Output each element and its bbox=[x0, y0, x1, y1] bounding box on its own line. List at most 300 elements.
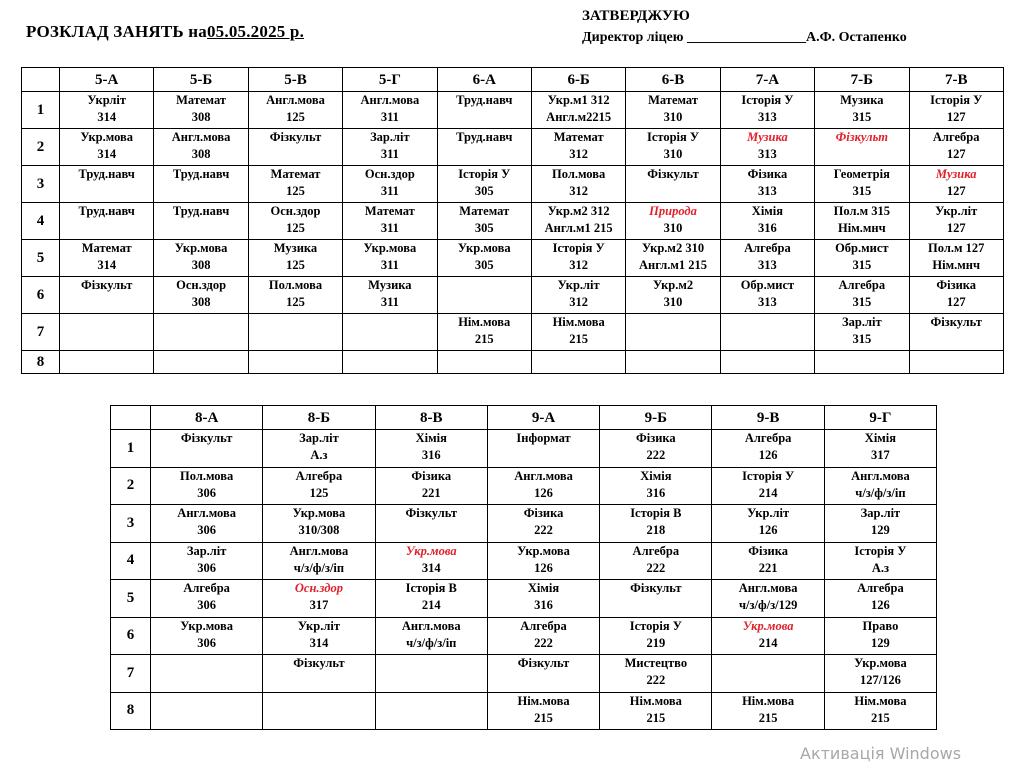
room-number: 315 bbox=[852, 110, 872, 124]
room-number: 312 bbox=[569, 295, 589, 309]
subject-name: Фізкульт bbox=[835, 130, 888, 144]
lesson-cell bbox=[263, 617, 375, 655]
subject-name: Фізкульт bbox=[293, 656, 345, 670]
schedule-table-grades-5-7 bbox=[21, 67, 1004, 374]
subject-name: Фізика bbox=[748, 543, 788, 558]
room-number: 314 bbox=[97, 258, 117, 272]
lesson-cell bbox=[437, 203, 531, 240]
subject-name: Математ bbox=[553, 130, 604, 144]
room-number: 305 bbox=[474, 258, 494, 272]
subject-name: Труд.навч bbox=[78, 167, 135, 181]
room-number: А.з bbox=[871, 560, 890, 575]
subject-name: Алгебра bbox=[520, 618, 567, 633]
room-number: 310 bbox=[663, 221, 683, 235]
lesson-number: 7 bbox=[111, 655, 151, 693]
lesson-cell bbox=[375, 430, 487, 468]
room-number: 310 bbox=[663, 147, 683, 161]
windows-activation-watermark: Активація Windows bbox=[800, 744, 962, 763]
subject-name: Зар.літ bbox=[860, 506, 901, 520]
lesson-cell bbox=[60, 203, 154, 240]
lesson-cell bbox=[712, 430, 824, 468]
subject-name: Зар.літ bbox=[370, 130, 410, 144]
lesson-cell bbox=[909, 92, 1003, 129]
subject-name: Укр.мова bbox=[517, 543, 570, 558]
table-header-row bbox=[22, 68, 1004, 92]
class-header: 5-Б bbox=[154, 68, 248, 92]
lesson-cell bbox=[626, 240, 720, 277]
lesson-cell bbox=[375, 542, 487, 580]
lesson-cell bbox=[712, 580, 824, 618]
subject-name: Нім.мова bbox=[742, 693, 795, 708]
lesson-cell bbox=[909, 351, 1003, 374]
subject-name: Англ.мова bbox=[514, 468, 573, 483]
table-row bbox=[111, 655, 937, 693]
subject-name: Математ bbox=[176, 93, 227, 107]
room-number: 311 bbox=[380, 295, 399, 309]
room-number: 313 bbox=[758, 110, 777, 124]
subject-name: Історія У bbox=[741, 93, 794, 107]
room-number: 315 bbox=[852, 184, 872, 198]
subject-name: Фізкульт bbox=[630, 581, 682, 595]
lesson-cell bbox=[248, 314, 342, 351]
lesson-cell bbox=[437, 314, 531, 351]
room-number: 315 bbox=[852, 295, 872, 309]
class-header: 9-В bbox=[712, 406, 824, 430]
lesson-cell bbox=[248, 351, 342, 374]
lesson-cell bbox=[824, 692, 936, 730]
lesson-cell bbox=[600, 430, 712, 468]
room-number: 313 bbox=[758, 295, 777, 309]
subject-name: Історія У bbox=[629, 618, 682, 633]
subject-name: Обр.мист bbox=[740, 278, 795, 292]
schedule-date: 05.05.2025 р. bbox=[206, 22, 305, 41]
lesson-cell bbox=[263, 505, 375, 543]
subject-name: Укр.мова bbox=[292, 506, 346, 520]
room-number: ч/з/ф/з/іп bbox=[855, 485, 906, 500]
room-number: 215 bbox=[646, 710, 666, 725]
lesson-cell bbox=[437, 277, 531, 314]
room-number: 219 bbox=[646, 635, 666, 650]
lesson-cell bbox=[720, 277, 814, 314]
subject-name: Музика bbox=[273, 241, 318, 255]
lesson-cell bbox=[824, 467, 936, 505]
room-number: 218 bbox=[646, 523, 666, 537]
lesson-cell bbox=[375, 655, 487, 693]
room-number: Нім.мнч bbox=[838, 221, 886, 235]
room-number: 314 bbox=[97, 110, 117, 124]
lesson-cell bbox=[815, 203, 909, 240]
room-number: 311 bbox=[380, 110, 399, 124]
lesson-cell bbox=[600, 692, 712, 730]
subject-name: Англ.мова bbox=[177, 506, 236, 520]
schedule-table-grades-8-9 bbox=[110, 405, 937, 730]
lesson-cell bbox=[263, 692, 375, 730]
room-number: 222 bbox=[646, 560, 666, 575]
subject-name: Музика bbox=[368, 278, 412, 292]
room-number: 312 bbox=[569, 184, 589, 198]
room-number: 125 bbox=[286, 258, 305, 272]
lesson-cell bbox=[437, 92, 531, 129]
approval-signature-line: Директор ліцею _________________А.Ф. Остапенко bbox=[582, 30, 907, 45]
lesson-cell bbox=[712, 617, 824, 655]
lesson-cell bbox=[600, 617, 712, 655]
approval-heading: ЗАТВЕРДЖУЮ bbox=[582, 8, 690, 24]
subject-name: Англ.мова bbox=[738, 581, 798, 595]
subject-name: Геометрія bbox=[833, 167, 890, 181]
subject-name: Англ.мова bbox=[401, 618, 461, 633]
room-number: 125 bbox=[309, 485, 329, 500]
subject-name: Укр.мова bbox=[854, 656, 907, 670]
room-number: 222 bbox=[646, 448, 666, 462]
lesson-cell bbox=[60, 92, 154, 129]
subject-name: Історія У bbox=[552, 241, 605, 255]
lesson-cell bbox=[600, 655, 712, 693]
lesson-cell bbox=[815, 166, 909, 203]
lesson-cell bbox=[720, 166, 814, 203]
room-number: 310/308 bbox=[298, 523, 340, 537]
lesson-cell bbox=[375, 580, 487, 618]
table-row bbox=[22, 351, 1004, 374]
lesson-cell bbox=[720, 92, 814, 129]
room-number: 313 bbox=[758, 258, 777, 272]
lesson-cell bbox=[487, 467, 599, 505]
table-row bbox=[111, 542, 937, 580]
room-number: 306 bbox=[197, 523, 217, 537]
class-header: 9-Б bbox=[600, 406, 712, 430]
room-number: 126 bbox=[758, 448, 778, 462]
lesson-cell bbox=[437, 129, 531, 166]
lesson-cell bbox=[815, 240, 909, 277]
lesson-cell bbox=[60, 277, 154, 314]
lesson-cell bbox=[151, 467, 263, 505]
lesson-number: 3 bbox=[111, 505, 151, 543]
lesson-number: 8 bbox=[22, 351, 60, 374]
room-number: 310 bbox=[663, 295, 683, 309]
lesson-cell bbox=[531, 166, 625, 203]
lesson-cell bbox=[720, 203, 814, 240]
room-number: 312 bbox=[569, 258, 589, 272]
lesson-cell bbox=[151, 692, 263, 730]
room-number: 311 bbox=[380, 221, 399, 235]
subject-name: Обр.мист bbox=[835, 241, 889, 255]
lesson-cell bbox=[909, 240, 1003, 277]
schedule-title bbox=[26, 22, 304, 42]
subject-name: Природа bbox=[649, 204, 697, 218]
lesson-cell bbox=[909, 166, 1003, 203]
lesson-cell bbox=[154, 203, 248, 240]
subject-name: Укр.літ bbox=[297, 618, 340, 633]
room-number: 214 bbox=[758, 635, 778, 650]
room-number: 126 bbox=[534, 485, 553, 500]
room-number: 221 bbox=[758, 560, 778, 575]
subject-name: Фізика bbox=[411, 468, 452, 483]
lesson-number: 4 bbox=[22, 203, 60, 240]
lesson-cell bbox=[154, 277, 248, 314]
lesson-cell bbox=[263, 467, 375, 505]
subject-name: Труд.навч bbox=[78, 204, 135, 218]
room-number: 127 bbox=[946, 110, 966, 124]
room-number: 311 bbox=[380, 258, 399, 272]
room-number: 312 bbox=[569, 147, 589, 161]
subject-name: Труд.навч bbox=[456, 93, 513, 107]
subject-name: Нім.мова bbox=[629, 693, 682, 708]
room-number: Англ.м1 215 bbox=[639, 258, 708, 272]
subject-name: Мистецтво bbox=[624, 656, 688, 670]
lesson-cell bbox=[248, 92, 342, 129]
lesson-number: 1 bbox=[22, 92, 60, 129]
lesson-cell bbox=[248, 166, 342, 203]
lesson-cell bbox=[151, 505, 263, 543]
subject-name: Укр.мова bbox=[180, 618, 233, 633]
subject-name: Труд.навч bbox=[172, 204, 230, 218]
subject-name: Пол.мова bbox=[552, 167, 606, 181]
subject-name: Фізика bbox=[635, 431, 676, 445]
lesson-cell bbox=[263, 542, 375, 580]
lesson-cell bbox=[600, 542, 712, 580]
lesson-cell bbox=[600, 580, 712, 618]
lesson-cell bbox=[824, 542, 936, 580]
subject-name: Осн.здор bbox=[294, 581, 343, 595]
subject-name: Хімія bbox=[415, 431, 447, 445]
lesson-cell bbox=[626, 166, 720, 203]
room-number: 316 bbox=[646, 485, 666, 500]
class-header: 8-Б bbox=[263, 406, 375, 430]
subject-name: Укр.мова bbox=[363, 241, 417, 255]
lesson-cell bbox=[437, 351, 531, 374]
room-number: 317 bbox=[309, 598, 329, 612]
lesson-cell bbox=[343, 166, 437, 203]
lesson-cell bbox=[600, 505, 712, 543]
subject-name: Осн.здор bbox=[270, 204, 321, 218]
table-row bbox=[22, 166, 1004, 203]
table-row bbox=[111, 617, 937, 655]
subject-name: Історія У bbox=[854, 543, 907, 558]
lesson-cell bbox=[487, 580, 599, 618]
room-number: 310 bbox=[663, 110, 683, 124]
room-number: 306 bbox=[197, 598, 217, 612]
lesson-cell bbox=[712, 692, 824, 730]
subject-name: Історія У bbox=[458, 167, 511, 181]
lesson-cell bbox=[487, 617, 599, 655]
room-number: 125 bbox=[286, 184, 305, 198]
room-number: 221 bbox=[421, 485, 441, 500]
subject-name: Укр.м2 bbox=[652, 278, 694, 292]
room-number: ч/з/ф/з/іп bbox=[406, 635, 457, 650]
room-number: ч/з/ф/з/129 bbox=[738, 598, 798, 612]
room-number: 314 bbox=[97, 147, 117, 161]
room-number: 316 bbox=[421, 448, 441, 462]
lesson-cell bbox=[626, 351, 720, 374]
class-header: 8-В bbox=[375, 406, 487, 430]
class-header: 7-В bbox=[909, 68, 1003, 92]
lesson-cell bbox=[909, 277, 1003, 314]
class-header: 5-Г bbox=[343, 68, 437, 92]
table-header-row bbox=[111, 406, 937, 430]
lesson-cell bbox=[437, 166, 531, 203]
subject-name: Нім.мова bbox=[854, 693, 907, 708]
subject-name: Історія У bbox=[742, 468, 795, 483]
room-number: 308 bbox=[191, 110, 211, 124]
lesson-cell bbox=[712, 542, 824, 580]
table-row bbox=[22, 314, 1004, 351]
subject-name: Труд.навч bbox=[172, 167, 230, 181]
lesson-cell bbox=[626, 203, 720, 240]
subject-name: Музика bbox=[747, 130, 788, 144]
lesson-number: 8 bbox=[111, 692, 151, 730]
room-number: 306 bbox=[197, 485, 217, 500]
room-number: 215 bbox=[758, 710, 778, 725]
table-row bbox=[22, 203, 1004, 240]
lesson-cell bbox=[815, 351, 909, 374]
room-number: 316 bbox=[534, 598, 553, 612]
subject-name: Укр.м1 312 bbox=[547, 93, 610, 107]
subject-name: Історія У bbox=[646, 130, 700, 144]
room-number: А.з bbox=[310, 448, 328, 462]
room-number: 126 bbox=[534, 560, 553, 575]
lesson-cell bbox=[154, 166, 248, 203]
room-number: Нім.мнч bbox=[932, 258, 981, 272]
subject-name: Англ.мова bbox=[360, 93, 420, 107]
subject-name: Нім.мова bbox=[517, 693, 570, 708]
lesson-cell bbox=[909, 129, 1003, 166]
lesson-cell bbox=[60, 129, 154, 166]
lesson-cell bbox=[343, 351, 437, 374]
room-number: 306 bbox=[197, 635, 217, 650]
lesson-cell bbox=[375, 505, 487, 543]
lesson-cell bbox=[375, 617, 487, 655]
subject-name: Хімія bbox=[864, 431, 897, 445]
table-row bbox=[22, 277, 1004, 314]
lesson-cell bbox=[531, 203, 625, 240]
room-number: Англ.м1 215 bbox=[544, 221, 613, 235]
lesson-cell bbox=[60, 314, 154, 351]
lesson-cell bbox=[626, 129, 720, 166]
lesson-cell bbox=[720, 314, 814, 351]
lesson-cell bbox=[487, 505, 599, 543]
room-number: 311 bbox=[380, 147, 399, 161]
subject-name: Нім.мова bbox=[458, 315, 511, 329]
subject-name: Фізкульт bbox=[180, 431, 233, 445]
lesson-cell bbox=[151, 542, 263, 580]
lesson-cell bbox=[154, 92, 248, 129]
subject-name: Математ bbox=[270, 167, 321, 181]
room-number: 127 bbox=[946, 147, 966, 161]
lesson-cell bbox=[154, 240, 248, 277]
lesson-cell bbox=[815, 277, 909, 314]
subject-name: Фізика bbox=[936, 278, 977, 292]
lesson-cell bbox=[600, 467, 712, 505]
lesson-cell bbox=[487, 692, 599, 730]
lesson-cell bbox=[487, 655, 599, 693]
subject-name: Укр.мова bbox=[742, 618, 794, 633]
subject-name: Алгебра bbox=[744, 241, 791, 255]
subject-name: Пол.м 127 bbox=[928, 241, 985, 255]
subject-name: Хімія bbox=[527, 581, 560, 595]
subject-name: Англ.мова bbox=[851, 468, 910, 483]
lesson-cell bbox=[343, 203, 437, 240]
subject-name: Алгебра bbox=[932, 130, 980, 144]
lesson-cell bbox=[712, 505, 824, 543]
subject-name: Історія У bbox=[930, 93, 983, 107]
lesson-cell bbox=[712, 467, 824, 505]
subject-name: Алгебра bbox=[295, 468, 343, 483]
lesson-cell bbox=[151, 655, 263, 693]
lesson-cell bbox=[626, 314, 720, 351]
subject-name: Алгебра bbox=[632, 543, 680, 558]
lesson-number: 3 bbox=[22, 166, 60, 203]
lesson-cell bbox=[720, 351, 814, 374]
subject-name: Зар.літ bbox=[842, 315, 882, 329]
lesson-cell bbox=[263, 655, 375, 693]
lesson-number: 1 bbox=[111, 430, 151, 468]
lesson-cell bbox=[909, 314, 1003, 351]
lesson-cell bbox=[154, 351, 248, 374]
subject-name: Алгебра bbox=[744, 431, 792, 445]
room-number: 305 bbox=[474, 184, 494, 198]
table-row bbox=[111, 467, 937, 505]
lesson-cell bbox=[263, 430, 375, 468]
room-number: 314 bbox=[309, 635, 329, 650]
lesson-cell bbox=[151, 580, 263, 618]
subject-name: Осн.здор bbox=[176, 278, 227, 292]
room-number: 126 bbox=[758, 523, 778, 537]
room-number: 316 bbox=[758, 221, 777, 235]
room-number: 215 bbox=[474, 332, 494, 346]
lesson-cell bbox=[375, 467, 487, 505]
subject-name: Інформат bbox=[516, 431, 571, 445]
subject-name: Математ bbox=[648, 93, 698, 107]
lesson-cell bbox=[815, 314, 909, 351]
lesson-cell bbox=[487, 542, 599, 580]
subject-name: Пол.м 315 bbox=[833, 204, 890, 218]
lesson-cell bbox=[263, 580, 375, 618]
lesson-cell bbox=[824, 505, 936, 543]
lesson-cell bbox=[437, 240, 531, 277]
room-number: 222 bbox=[646, 673, 666, 687]
subject-name: Укр.літ bbox=[935, 204, 978, 218]
class-header: 8-А bbox=[151, 406, 263, 430]
subject-name: Математ bbox=[364, 204, 415, 218]
lesson-cell bbox=[626, 92, 720, 129]
class-header: 7-Б bbox=[815, 68, 909, 92]
room-number: 127 bbox=[946, 295, 966, 309]
room-number: 222 bbox=[534, 523, 553, 537]
lesson-cell bbox=[815, 129, 909, 166]
class-header: 7-А bbox=[720, 68, 814, 92]
lesson-cell bbox=[343, 277, 437, 314]
class-header: 6-А bbox=[437, 68, 531, 92]
class-header: 9-Г bbox=[824, 406, 936, 430]
subject-name: Фізкульт bbox=[517, 656, 570, 670]
subject-name: Укр.літ bbox=[557, 278, 600, 292]
lesson-cell bbox=[343, 92, 437, 129]
lesson-cell bbox=[154, 314, 248, 351]
subject-name: Англ.мова bbox=[171, 130, 231, 144]
lesson-cell bbox=[626, 277, 720, 314]
lesson-number: 2 bbox=[22, 129, 60, 166]
lesson-cell bbox=[531, 92, 625, 129]
lesson-cell bbox=[824, 655, 936, 693]
room-number: 129 bbox=[871, 523, 890, 537]
lesson-cell bbox=[531, 314, 625, 351]
subject-name: Фізика bbox=[523, 506, 564, 520]
subject-name: Фізкульт bbox=[930, 315, 982, 329]
subject-name: Математ bbox=[459, 204, 510, 218]
class-header: 9-А bbox=[487, 406, 599, 430]
room-number: 314 bbox=[421, 560, 441, 575]
room-number: 222 bbox=[534, 635, 553, 650]
subject-name: Укр.мова bbox=[457, 241, 511, 255]
